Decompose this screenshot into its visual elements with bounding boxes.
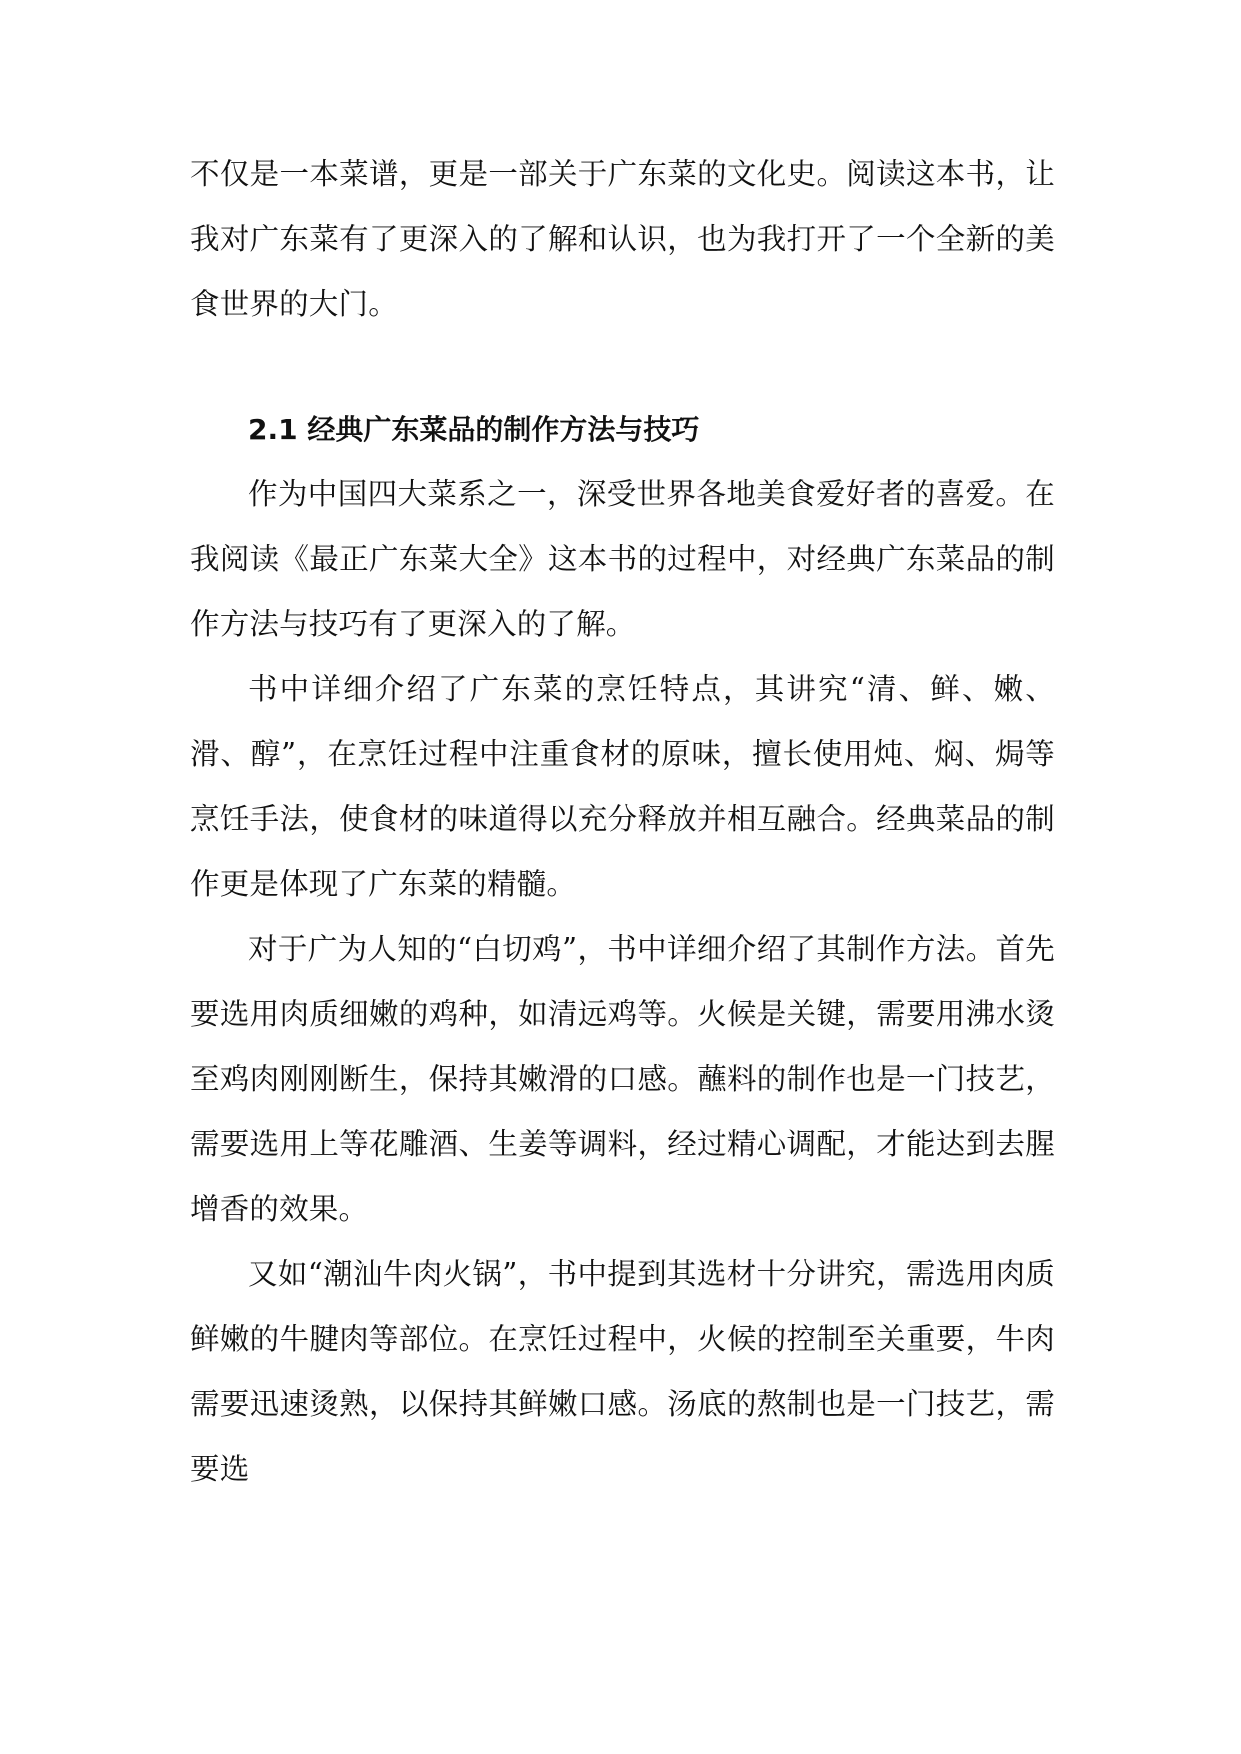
paragraph-beef-hotpot: 又如“潮汕牛肉火锅”，书中提到其选材十分讲究，需选用肉质鲜嫩的牛腱肉等部位。在烹饪过程中，火候的控制至关重要，牛肉需要迅速烫熟，以保持其鲜嫩口感。汤底的熬制也是一门技艺，需要选 [190,1257,1055,1486]
paragraph-white-cut-chicken: 对于广为人知的“白切鸡”，书中详细介绍了其制作方法。首先要选用肉质细嫩的鸡种，如清远鸡等。火候是关键，需要用沸水烫至鸡肉刚刚断生，保持其嫩滑的口感。蘸料的制作也是一门技艺，需要选用上等花雕酒、生姜等调料，经过精心调配，才能达到去腥增香的效果。 [190,932,1055,1226]
paragraph-cooking-features: 书中详细介绍了广东菜的烹饪特点，其讲究“清、鲜、嫩、滑、醇”，在烹饪过程中注重食材的原味，擅长使用炖、焖、焗等烹饪手法，使食材的味道得以充分释放并相互融合。经典菜品的制作更是体现了广东菜的精髓。 [190,672,1055,901]
section-spacer [190,337,1055,397]
document-page [190,142,1055,1502]
paragraph-intro: 作为中国四大菜系之一，深受世界各地美食爱好者的喜爱。在我阅读《最正广东菜大全》这本书的过程中，对经典广东菜品的制作方法与技巧有了更深入的了解。 [190,477,1055,641]
paragraph-continuation: 不仅是一本菜谱，更是一部关于广东菜的文化史。阅读这本书，让我对广东菜有了更深入的了解和认识，也为我打开了一个全新的美食世界的大门。 [190,157,1055,321]
section-heading: 2.1 经典广东菜品的制作方法与技巧 [248,413,700,446]
